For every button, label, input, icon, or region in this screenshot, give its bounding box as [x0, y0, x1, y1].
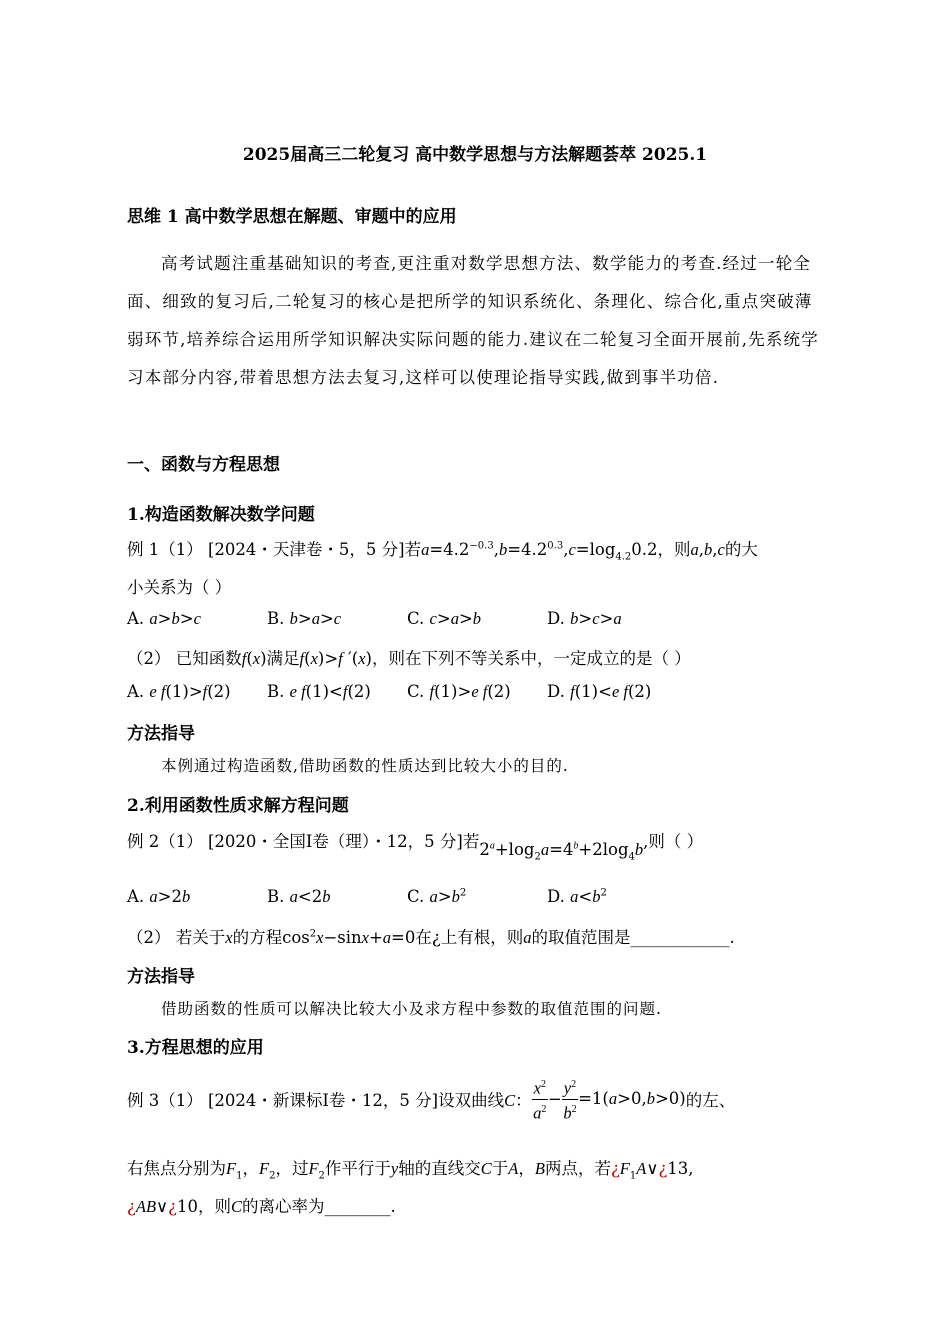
- example-1-option-c: C. c>a>b: [407, 609, 482, 628]
- fraction-y2-b2: $\frac{y^2}{b^2}$: [562, 1075, 578, 1123]
- example-1-part-2-option-a: A. e f(1)>f(2): [127, 682, 231, 701]
- fraction-x2-a2: $\frac{x^2}{a^2}$: [532, 1075, 548, 1123]
- example-1-option-d: D. b>c>a: [547, 609, 622, 628]
- method-text-1: 本例通过构造函数,借助函数的性质达到比较大小的目的.: [161, 757, 569, 775]
- example-1-formula: $a=4.2^{-0.3},b=4.2^{0.3},c=\log_{4.2}0.2$: [421, 540, 658, 563]
- example-2-option-b: B. a<2b: [267, 887, 331, 906]
- example-1-part-2-option-c: C. f(1)>e f(2): [407, 682, 511, 701]
- example-2-option-a: A. a>2b: [127, 887, 191, 906]
- example-2-option-d: D. $a<b^2$: [547, 887, 607, 906]
- example-1-label: 例 1（1） [2024・天津卷・5，5 分]若: [127, 540, 422, 559]
- method-heading-2: 方法指导: [127, 967, 195, 987]
- example-1-line-1: 例 1（1） [2024・天津卷・5，5 分]若$a=4.2^{-0.3},b=4.2^{0.3},c=\log_{4.2}0.2$，则a,b,c的大: [127, 540, 758, 563]
- example-2-line-1: 例 2（1） [2020・全国Ⅰ卷（理）・12，5 分]若$2^a+\log_2a=4^b+2\log_4b$,则（ ）: [127, 832, 704, 863]
- subheading-2: 2.利用函数性质求解方程问题: [127, 796, 349, 816]
- example-2-part-2: （2） 若关于x的方程$\cos^2x-\sin x+a=0$在¿上有根，则a的取值范围是____________.: [127, 928, 735, 947]
- part-heading: 一、函数与方程思想: [127, 455, 280, 475]
- example-2-formula: $2^a+\log_2a=4^b+2\log_4b$: [479, 840, 644, 863]
- subheading-1: 1.构造函数解决数学问题: [127, 505, 315, 525]
- page-title: 2025届高三二轮复习 高中数学思想与方法解题荟萃 2025.1: [242, 145, 708, 165]
- example-1-part-2-option-b: B. e f(1)<f(2): [267, 682, 371, 701]
- subheading-3: 3.方程思想的应用: [127, 1038, 264, 1058]
- example-3-line-2: 右焦点分别为$F_1$，$F_2$，过$F_2$作平行于y轴的直线交C于A，B两点，若¿$F_1A\vee¿13$,: [127, 1159, 694, 1182]
- example-1-line-2: 小关系为（ ）: [127, 578, 232, 597]
- intro-paragraph: 高考试题注重基础知识的考查,更注重对数学思想方法、数学能力的考查.经过一轮全面、细致的复习后,二轮复习的核心是把所学的知识系统化、条理化、综合化,重点突破薄弱环节,培养综合运用所学知识解决实际问题的能力.建议在二轮复习全面开展前,先系统学习本部分内容,带着思想方法去复习,这样可以使理论指导实践,做到事半功倍.: [127, 254, 819, 387]
- section-heading: 思维 1 高中数学思想在解题、审题中的应用: [127, 207, 457, 227]
- example-1-option-b: B. b>a>c: [267, 609, 342, 628]
- method-heading-1: 方法指导: [127, 724, 195, 744]
- method-text-2: 借助函数的性质可以解决比较大小及求方程中参数的取值范围的问题.: [161, 1000, 662, 1018]
- example-3-line-1: 例 3（1） [2024・新课标Ⅰ卷・12，5 分]设双曲线C： $\frac{x^2}{a^2}$ − $\frac{y^2}{b^2}$ =1(a>0,b>0)的左、: [127, 1075, 735, 1123]
- example-1-option-a: A. a>b>c: [127, 609, 201, 628]
- example-1-part-2: （2） 已知函数f(x)满足f(x)>f ′(x)，则在下列不等关系中，一定成立的是（ ）: [127, 649, 691, 668]
- example-1-part-2-option-d: D. f(1)<e f(2): [547, 682, 652, 701]
- example-2-option-c: C. $a>b^2$: [407, 887, 467, 906]
- example-3-line-3: ¿AB∨¿10，则C的离心率为________.: [127, 1197, 396, 1216]
